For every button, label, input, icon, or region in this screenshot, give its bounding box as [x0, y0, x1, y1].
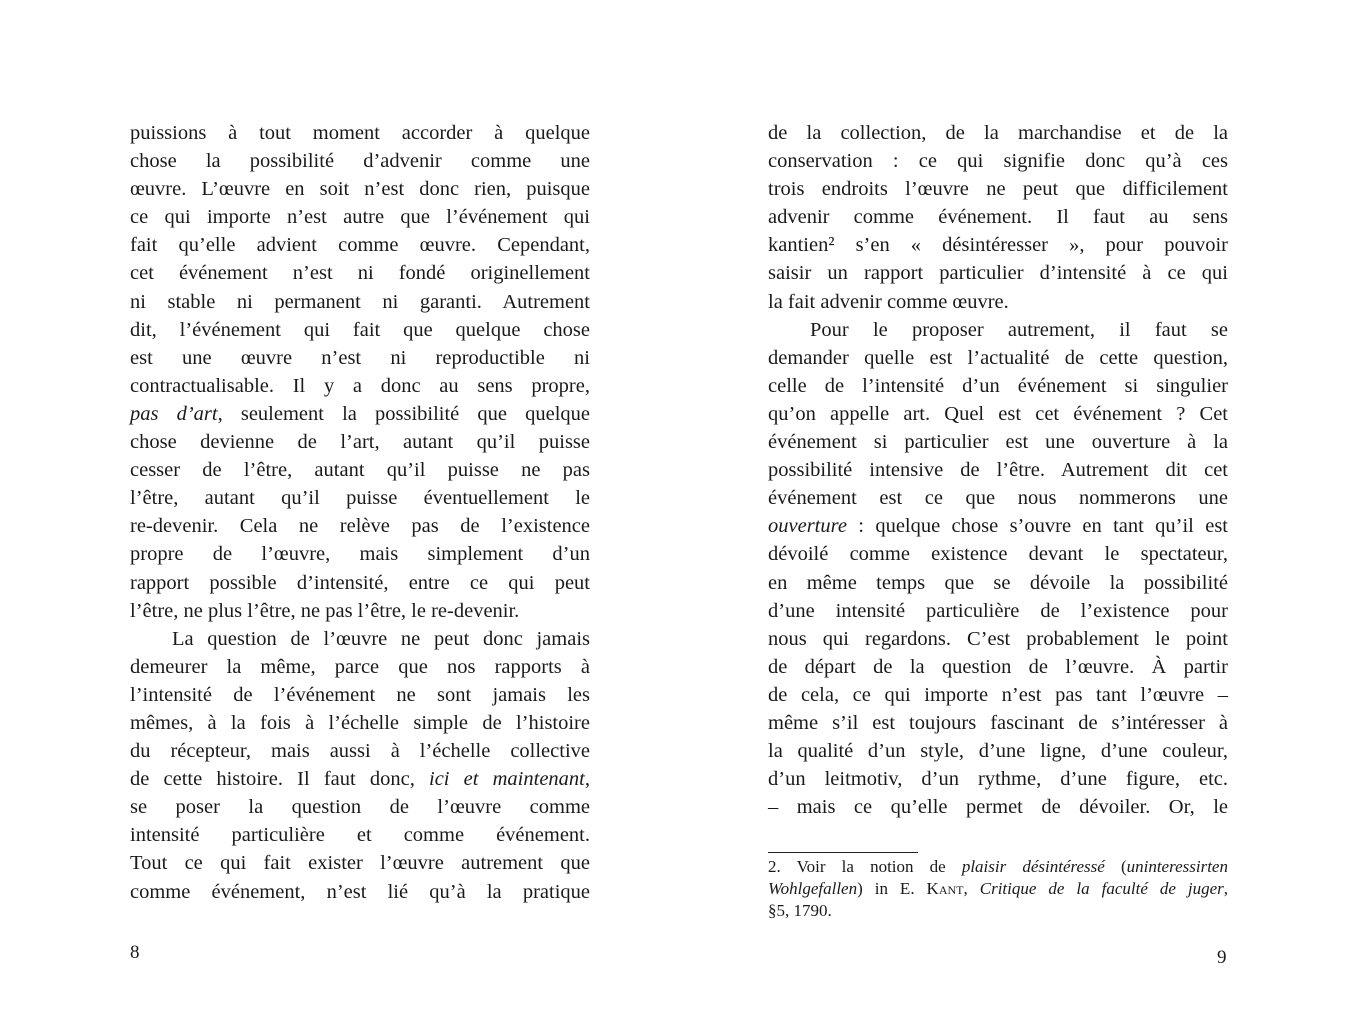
text-run: ,	[584, 768, 590, 791]
text-line	[768, 231, 1228, 259]
text-run: dévoilé comme existence devant le spectateur,	[768, 543, 1228, 566]
text-run: : quelque chose s’ouvre en tant qu’il est	[846, 515, 1228, 538]
text-run: chose la possibilité d’advenir comme une	[130, 150, 590, 173]
text-run: œuvre. L’œuvre en soit n’est donc rien, puisque	[130, 178, 590, 201]
text-line	[130, 681, 590, 709]
text-line	[130, 597, 590, 625]
text-run: , seulement la possibilité que quelque	[217, 402, 591, 425]
text-line	[768, 428, 1228, 456]
italic-text: Wohlgefallen	[768, 879, 858, 898]
text-line	[130, 849, 590, 877]
text-run: de la collection, de la marchandise et de la	[768, 122, 1228, 144]
text-line	[768, 878, 1228, 900]
page-number-right: 9	[1217, 947, 1227, 968]
text-line	[130, 709, 590, 737]
left-page-text	[130, 119, 590, 906]
text-line	[130, 569, 590, 597]
italic-text: ouverture	[768, 515, 847, 538]
text-run: contractualisable. Il y a donc au sens propre,	[130, 374, 590, 397]
right-page-text	[768, 119, 1228, 821]
text-run: celle de l’intensité d’un événement si singulier	[768, 374, 1228, 397]
text-run: demeurer la même, parce que nos rapports à	[130, 655, 590, 678]
text-run: Pour le proposer autrement, il faut se	[810, 318, 1228, 341]
text-run: ce qui importe n’est autre que l’événement qui	[130, 206, 590, 229]
text-line	[768, 456, 1228, 484]
text-run: comme événement, n’est lié qu’à la pratique	[130, 880, 590, 903]
text-line	[130, 119, 590, 147]
text-line	[768, 709, 1228, 737]
text-run: Tout ce qui fait exister l’œuvre autrement que	[130, 852, 590, 875]
text-run: ni stable ni permanent ni garanti. Autrement	[130, 290, 590, 313]
text-run: cesser de l’être, autant qu’il puisse ne pas	[130, 459, 590, 482]
text-line	[768, 569, 1228, 597]
text-line	[130, 147, 590, 175]
text-line	[130, 259, 590, 287]
text-run: §5, 1790.	[768, 901, 832, 920]
text-run: ,	[1223, 879, 1228, 898]
text-line	[768, 344, 1228, 372]
text-line	[768, 316, 1228, 344]
text-run: nous qui regardons. C’est probablement le point	[768, 627, 1228, 650]
footnote	[768, 856, 1228, 922]
text-line	[768, 175, 1228, 203]
text-run: l’être, autant qu’il puisse éventuellement le	[130, 487, 590, 510]
text-line	[768, 765, 1228, 793]
text-run: l’intensité de l’événement ne sont jamais les	[130, 683, 590, 706]
text-run: kantien² s’en « désintéresser », pour pouvoir	[768, 234, 1228, 257]
text-run: même s’il est toujours fascinant de s’intéresser à	[768, 711, 1228, 734]
text-line	[768, 900, 1228, 922]
text-line	[768, 288, 1228, 316]
text-line	[130, 231, 590, 259]
text-line	[768, 793, 1228, 821]
italic-text: Critique de la faculté de juger	[979, 879, 1224, 898]
text-run: rapport possible d’intensité, entre ce qui peut	[130, 571, 590, 594]
text-run: mêmes, à la fois à l’échelle simple de l’histoire	[130, 711, 590, 734]
text-line	[768, 119, 1228, 147]
text-line	[768, 484, 1228, 512]
text-line	[130, 821, 590, 849]
italic-text: uninteressirten	[1126, 857, 1228, 876]
footnote-separator	[768, 852, 918, 853]
text-run: advenir comme événement. Il faut au sens	[768, 206, 1228, 229]
text-run: est une œuvre n’est ni reproductible ni	[130, 346, 590, 369]
text-run: puissions à tout moment accorder à quelque	[130, 122, 590, 144]
text-run: ) in E.	[857, 879, 927, 898]
text-run: 2. Voir la notion de	[768, 857, 962, 876]
text-line	[130, 878, 590, 906]
text-line	[130, 765, 590, 793]
text-line	[130, 372, 590, 400]
text-line	[130, 456, 590, 484]
text-line	[130, 793, 590, 821]
text-run: événement est ce que nous nommerons une	[768, 487, 1228, 510]
text-run: intensité particulière et comme événement.	[130, 824, 590, 847]
text-run: du récepteur, mais aussi à l’échelle collective	[130, 740, 590, 763]
text-line	[768, 653, 1228, 681]
text-line	[130, 203, 590, 231]
text-line	[768, 259, 1228, 287]
text-run: se poser la question de l’œuvre comme	[130, 796, 590, 819]
text-line	[130, 484, 590, 512]
text-run: de cette histoire. Il faut donc,	[130, 768, 430, 791]
text-run: événement si particulier est une ouverture à la	[768, 431, 1228, 454]
text-run: saisir un rapport particulier d’intensité à ce qui	[768, 262, 1228, 285]
text-run: re-devenir. Cela ne relève pas de l’existence	[130, 515, 590, 538]
text-line	[768, 597, 1228, 625]
text-line	[768, 856, 1228, 878]
text-run: possibilité intensive de l’être. Autrement dit cet	[768, 459, 1228, 482]
text-run: – mais ce qu’elle permet de dévoiler. Or, le	[768, 796, 1228, 819]
text-line	[130, 625, 590, 653]
text-run: de cela, ce qui importe n’est pas tant l’œuvre –	[768, 683, 1228, 706]
text-run: ,	[963, 879, 980, 898]
text-line	[130, 175, 590, 203]
text-run: La question de l’œuvre ne peut donc jamais	[172, 627, 590, 650]
text-line	[130, 653, 590, 681]
text-run: demander quelle est l’actualité de cette question,	[768, 346, 1228, 369]
text-run: la qualité d’un style, d’une ligne, d’une couleur,	[768, 740, 1228, 763]
text-run: (	[1104, 857, 1127, 876]
text-line	[768, 540, 1228, 568]
text-line	[768, 147, 1228, 175]
text-run: en même temps que se dévoile la possibilité	[768, 571, 1228, 594]
text-line	[768, 681, 1228, 709]
text-line	[768, 203, 1228, 231]
text-line	[768, 400, 1228, 428]
text-line	[130, 344, 590, 372]
text-line	[768, 737, 1228, 765]
text-line	[768, 625, 1228, 653]
text-line	[768, 372, 1228, 400]
text-line	[768, 512, 1228, 540]
text-run: qu’on appelle art. Quel est cet événement ? Cet	[768, 402, 1228, 425]
text-run: d’un leitmotiv, d’un rythme, d’une figure, etc.	[768, 768, 1228, 791]
text-line	[130, 540, 590, 568]
page-number-left: 8	[130, 942, 140, 963]
italic-text: pas d’art	[130, 402, 218, 425]
text-run: la fait advenir comme œuvre.	[768, 290, 1009, 313]
text-line	[130, 288, 590, 316]
text-run: fait qu’elle advient comme œuvre. Cependant,	[130, 234, 590, 257]
text-line	[130, 737, 590, 765]
italic-text: plaisir désintéressé	[961, 857, 1105, 876]
text-line	[130, 428, 590, 456]
text-run: l’être, ne plus l’être, ne pas l’être, le re-devenir.	[130, 599, 520, 622]
text-run: trois endroits l’œuvre ne peut que difficilement	[768, 178, 1228, 201]
text-line	[130, 512, 590, 540]
text-run: propre de l’œuvre, mais simplement d’un	[130, 543, 590, 566]
text-run: conservation : ce qui signifie donc qu’à ces	[768, 150, 1228, 173]
author-name: Kant	[926, 879, 964, 898]
italic-text: ici et maintenant	[429, 768, 585, 791]
text-line	[130, 316, 590, 344]
text-line	[130, 400, 590, 428]
text-run: cet événement n’est ni fondé originellement	[130, 262, 590, 285]
text-run: chose devienne de l’art, autant qu’il puisse	[130, 431, 590, 454]
text-run: dit, l’événement qui fait que quelque chose	[130, 318, 590, 341]
text-run: de départ de la question de l’œuvre. À partir	[768, 655, 1228, 678]
text-run: d’une intensité particulière de l’existence pour	[768, 599, 1228, 622]
